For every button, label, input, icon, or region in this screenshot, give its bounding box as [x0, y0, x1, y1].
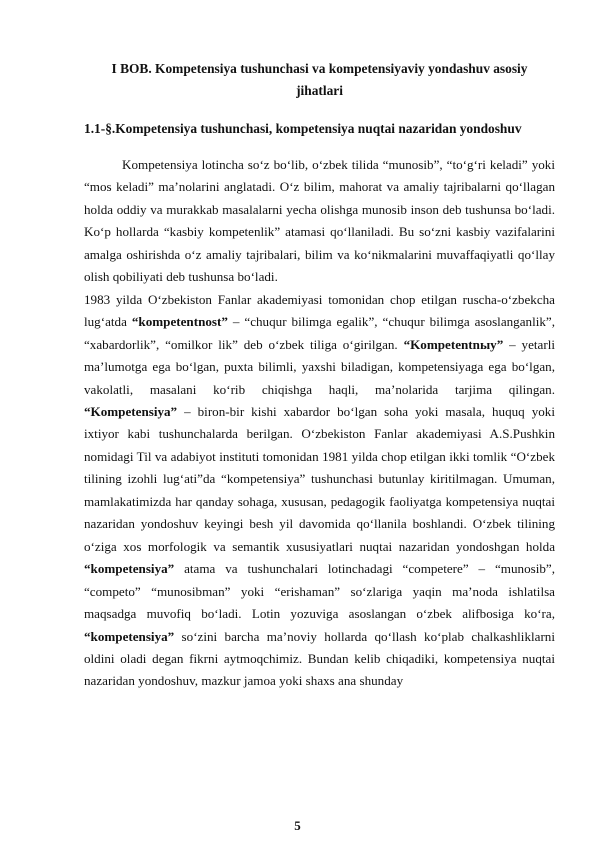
- term-kompetentnost: “kompetentnost”: [131, 314, 228, 330]
- paragraph-intro: Kompetensiya lotincha so‘z bo‘lib, o‘zbek tilida “munosib”, “to‘g‘ri keladi” yoki “mos keladi” ma’nolarini anglatadi. O‘z bilim, mahorat va amaliy tajribalarni qo‘llagan holda oddiy va murakkab masalalarni yecha olishga munosib inson deb tushunsa bo‘ladi. Ko‘p hollarda “kasbiy kompetenlik” atamasi qo‘llaniladi. Bu so‘zni kasbiy vazifalarini amalga oshirishda o‘z amaliy tajribalari, bilim va ko‘nikmalarini muvaffaqiyatli qo‘llay olish qobiliyati deb tushunsa bo‘ladi.: [84, 157, 555, 285]
- text-run: so‘zini barcha ma’noviy hollarda qo‘llash ko‘plab chalkashliklarni oldini oladi degan fikrni aytmoqchimiz. Bundan kelib chiqadiki, kompetensiya nuqtai nazaridan yondoshuv, mazkur jamoa yoki shaxs ana shunday: [84, 628, 555, 689]
- text-run: – “chuqur bilimga egalik”, “chuqur bilimga asoslanganlik”, “xabardorlik”, “omilkor lik” deb o‘zbek tiliga o‘girilgan.: [84, 314, 555, 352]
- text-run: 1983 yilda O‘zbekiston Fanlar akademiyasi tomonidan chop etilgan ruscha-o‘zbekcha lug‘atda: [84, 291, 555, 330]
- chapter-title: I BOB. Kompetensiya tushunchasi va kompetensiyaviy yondashuv asosiy jihatlari: [111, 61, 528, 98]
- term-kompetentnyy: “Kompetentnыy”: [403, 336, 504, 352]
- text-run: – biron-bir kishi xabardor bo‘lgan soha yoki masala, huquq yoki ixtiyor kabi tushunchalarda berilgan. O‘zbekiston Fanlar akademiyasi A.S.Pushkin nomidagi Til va adabiyot instituti tomonidan 1981 yilda chop etilgan ikki tomlik “O‘zbek tilining izohli lug‘ati”da “kompetensiya” tushunchasi butunlay kiritilmagan. Umuman, mamlakatimizda har qanday sohaga, xususan, pedagogik faoliyatga kompetensiya nuqtai nazaridan yondoshuv keyingi besh yil davomida qo‘llanila boshlandi. O‘zbek tilining o‘ziga xos morfologik va semantik xususiyatlari nuqtai nazaridan yondoshgan holda: [84, 403, 555, 554]
- section-title: 1.1-§.Kompetensiya tushunchasi, kompetensiya nuqtai nazaridan yondoshuv: [84, 121, 522, 136]
- term-kompetensiya: “Kompetensiya”: [84, 403, 178, 419]
- page-number: 5: [294, 818, 301, 833]
- text-run: – yetarli ma’lumotga ega bo‘lgan, puxta bilimli, yaxshi biladigan, kompetensiyaga ega bo‘lgan, vakolatli, masalani ko‘rib chiqishga haqli, ma’nolarida tarjima qilingan.: [84, 336, 555, 397]
- term-kompetensiya: “kompetensiya”: [84, 628, 175, 644]
- term-kompetensiya: “kompetensiya”: [84, 561, 175, 577]
- paragraph-dictionary: [84, 289, 555, 693]
- text-run: atama va tushunchalari lotinchadagi “competere” – “munosib”, “competo” “munosibman” yoki “erishaman” so‘zlariga yaqin ma’noda ishlatilsa maqsadga muvofiq bo‘ladi. Lotin yozuviga asoslangan o‘zbek alifbosiga ko‘ra,: [84, 561, 555, 622]
- document-page: [84, 58, 555, 693]
